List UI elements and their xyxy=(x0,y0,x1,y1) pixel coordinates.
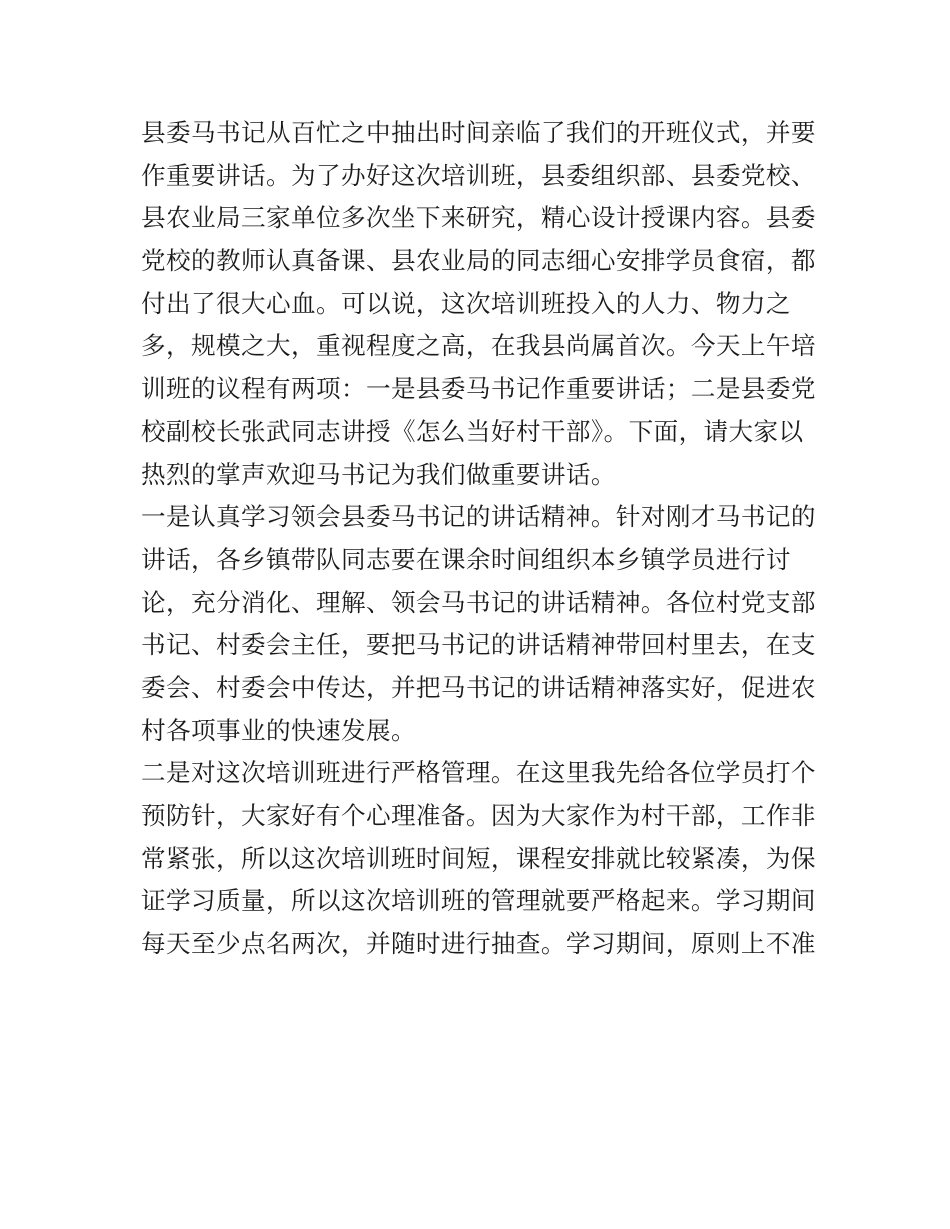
text-line: 论，充分消化、理解、领会马书记的讲话精神。各位村党支部 xyxy=(141,587,816,617)
text-line: 党校的教师认真备课、县农业局的同志细心安排学员食宿，都 xyxy=(141,246,816,276)
text-line: 付出了很大心血。可以说，这次培训班投入的人力、物力之 xyxy=(141,288,791,318)
text-line: 县委马书记从百忙之中抽出时间亲临了我们的开班仪式，并要 xyxy=(141,118,816,147)
text-line: 多，规模之大，重视程度之高，在我县尚属首次。今天上午培 xyxy=(141,331,816,361)
text-line: 县农业局三家单位多次坐下来研究，精心设计授课内容。县委 xyxy=(141,203,816,233)
text-line: 书记、村委会主任，要把马书记的讲话精神带回村里去，在支 xyxy=(141,630,816,660)
text-line: 委会、村委会中传达，并把马书记的讲话精神落实好，促进农 xyxy=(141,672,816,702)
text-line: 预防针，大家好有个心理准备。因为大家作为村干部，工作非 xyxy=(141,801,816,830)
text-line: 训班的议程有两项：一是县委马书记作重要讲话；二是县委党 xyxy=(141,374,816,404)
text-line: 二是对这次培训班进行严格管理。在这里我先给各位学员打个 xyxy=(141,758,816,788)
text-line: 村各项事业的快速发展。 xyxy=(141,715,416,745)
text-line: 一是认真学习领会县委马书记的讲话精神。针对刚才马书记的 xyxy=(141,502,816,532)
text-line: 讲话，各乡镇带队同志要在课余时间组织本乡镇学员进行讨 xyxy=(141,544,791,574)
text-line: 校副校长张武同志讲授《怎么当好村干部》。下面，请大家以 xyxy=(141,416,804,446)
text-line: 证学习质量，所以这次培训班的管理就要严格起来。学习期间 xyxy=(141,886,816,916)
text-line: 作重要讲话。为了办好这次培训班，县委组织部、县委党校、 xyxy=(141,160,816,190)
text-line: 每天至少点名两次，并随时进行抽查。学习期间，原则上不准 xyxy=(141,929,816,959)
text-line: 热烈的掌声欢迎马书记为我们做重要讲话。 xyxy=(141,459,616,489)
document-body xyxy=(141,112,821,966)
text-line: 常紧张，所以这次培训班时间短，课程安排就比较紧凑，为保 xyxy=(141,843,816,873)
